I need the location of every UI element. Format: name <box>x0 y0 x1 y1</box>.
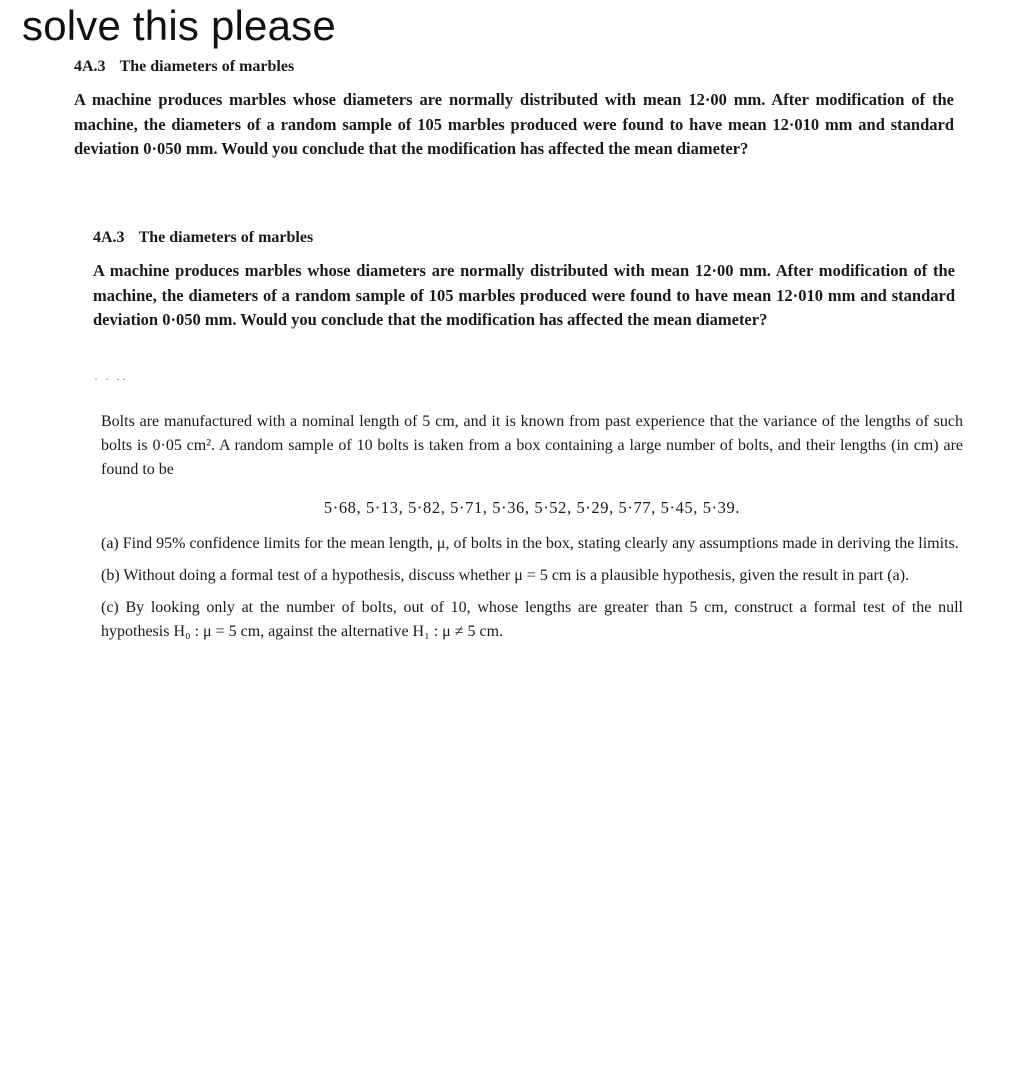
page-caption: solve this please <box>22 2 336 49</box>
part-c: (c) By looking only at the number of bolts, out of 10, whose lengths are greater than 5 cm, construct a formal test of the null hypothesis H₀ : μ = 5 cm, against the alternative H₁ : μ ≠ 5 cm. <box>101 599 963 640</box>
problem-3-intro: Bolts are manufactured with a nominal length of 5 cm, and it is known from past experience that the variance of the lengths of such bolts is 0·05 cm². A random sample of 10 bolts is taken from a box containing a large number of bolts, and their lengths (in cm) are found to be <box>101 413 963 478</box>
problem-1 <box>74 58 954 162</box>
problem-2-number: 4A.3 <box>93 229 125 246</box>
problem-2-title <box>93 229 955 247</box>
problem-2-heading: The diameters of marbles <box>138 229 314 246</box>
problem-1-title <box>74 58 954 76</box>
bolt-lengths: 5·68, 5·13, 5·82, 5·71, 5·36, 5·52, 5·29, 5·77, 5·45, 5·39. <box>323 498 741 517</box>
cutoff-marks: · · ·· <box>94 372 128 386</box>
part-b: (b) Without doing a formal test of a hypothesis, discuss whether μ = 5 cm is a plausible hypothesis, given the result in part (a). <box>101 567 910 584</box>
problem-1-body: A machine produces marbles whose diameters are normally distributed with mean 12·00 mm. After modification of the machine, the diameters of a random sample of 105 marbles produced were found to have mean 12·010 mm and standard deviation 0·050 mm. Would you conclude that the modification has affected the mean diameter? <box>74 90 954 158</box>
problem-1-heading: The diameters of marbles <box>119 58 295 75</box>
problem-1-number: 4A.3 <box>74 58 106 75</box>
problem-2-body: A machine produces marbles whose diameters are normally distributed with mean 12·00 mm. After modification of the machine, the diameters of a random sample of 105 marbles produced were found to have mean 12·010 mm and standard deviation 0·050 mm. Would you conclude that the modification has affected the mean diameter? <box>93 261 955 329</box>
problem-2 <box>93 229 955 333</box>
part-a: (a) Find 95% confidence limits for the mean length, μ, of bolts in the box, stating clearly any assumptions made in deriving the limits. <box>101 535 959 552</box>
problem-3 <box>101 410 963 652</box>
